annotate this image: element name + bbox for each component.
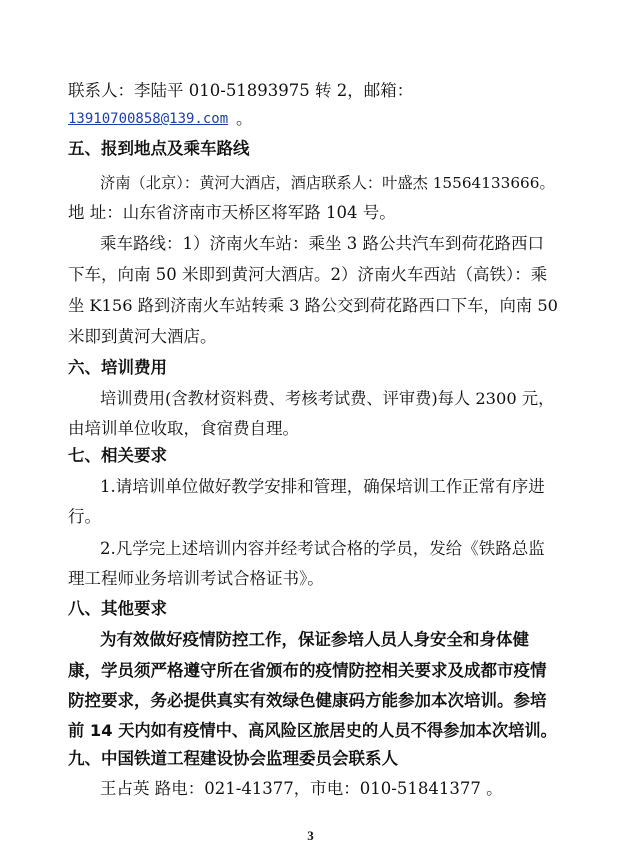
section-5-heading: 五、报到地点及乘车路线 <box>68 139 250 158</box>
contact-line <box>0 76 621 106</box>
section-9-contact: 王占英 路电：021-41377，市电：010-51841377 。 <box>100 779 503 798</box>
section-8-heading: 八、其他要求 <box>68 599 167 618</box>
contact-email-tail: 。 <box>236 109 253 128</box>
section-9-heading: 九、中国铁道工程建设协会监理委员会联系人 <box>68 749 398 768</box>
page-number: 3 <box>307 828 314 843</box>
section-8-line: 为有效做好疫情防控工作，保证参培人员人身安全和身体健 <box>100 630 529 649</box>
section-6-line: 培训费用(含教材资料费、考核考试费、评审费)每人 2300 元， <box>100 389 555 408</box>
section-5-route-line: 坐 K156 路到济南火车站转乘 3 路公交到荷花路西口下车，向南 50 <box>68 296 558 315</box>
section-8-line: 防控要求，务必提供真实有效绿色健康码方能参加本次培训。参培 <box>68 691 547 710</box>
section-5-route-line: 米即到黄河大酒店。 <box>68 327 217 346</box>
section-7-line: 理工程师业务培训考试合格证书》。 <box>68 569 324 588</box>
section-7-line: 1.请培训单位做好教学安排和管理，确保培训工作正常有序进 <box>100 477 545 496</box>
section-8-line: 前 14 天内如有疫情中、高风险区旅居史的人员不得参加本次培训。 <box>68 721 557 740</box>
section-7-line: 行。 <box>68 507 101 526</box>
section-8-line: 康，学员须严格遵守所在省颁布的疫情防控相关要求及成都市疫情 <box>68 661 547 680</box>
section-7-line: 2.凡学完上述培训内容并经考试合格的学员，发给《铁路总监 <box>100 539 545 558</box>
section-5-route-line: 下车，向南 50 米即到黄河大酒店。2）济南火车西站（高铁）：乘 <box>68 265 548 284</box>
section-5-hotel: 济南（北京）：黄河大酒店，酒店联系人：叶盛杰 15564133666。 <box>100 174 555 192</box>
contact-email-link[interactable]: 13910700858@139.com <box>68 111 229 127</box>
contact-email-line <box>0 104 621 134</box>
contact-person-text: 联系人：李陆平 010-51893975 转 2，邮箱： <box>68 81 414 100</box>
section-6-heading: 六、培训费用 <box>68 358 167 377</box>
section-7-heading: 七、相关要求 <box>68 446 167 465</box>
section-6-line: 由培训单位收取，食宿费自理。 <box>68 419 299 438</box>
section-5-address: 地 址：山东省济南市天桥区将军路 104 号。 <box>68 203 396 222</box>
section-5-route-line: 乘车路线：1）济南火车站：乘坐 3 路公共汽车到荷花路西口 <box>100 234 544 253</box>
